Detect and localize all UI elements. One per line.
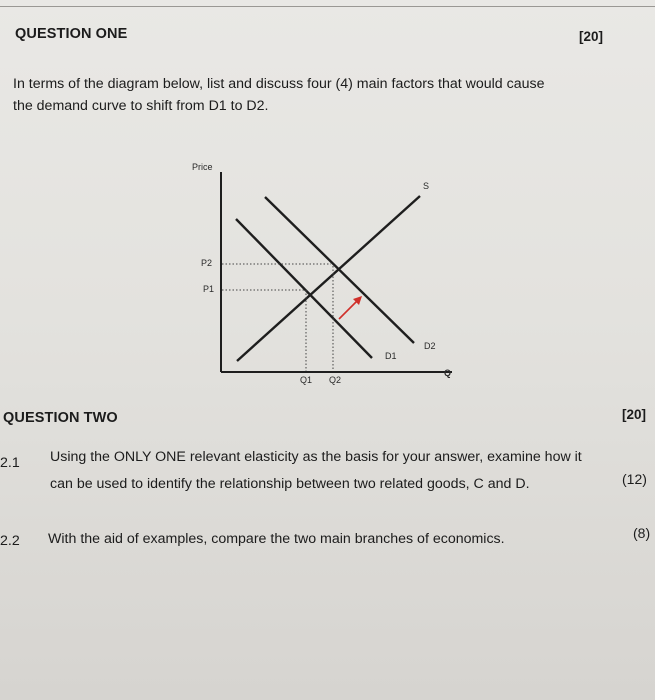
- question-two-marks: [20]: [622, 407, 647, 422]
- item-2-2-number: 2.2: [0, 533, 20, 549]
- question-one-title: QUESTION ONE: [15, 26, 128, 42]
- question-one-prompt-line1: In terms of the diagram below, list and discuss four (4) main factors that would cause: [13, 76, 545, 92]
- price-label-p2: P2: [201, 258, 213, 268]
- x-axis-label: Q: [444, 368, 452, 378]
- quantity-label-q1: Q1: [300, 375, 313, 385]
- supply-label: S: [423, 181, 430, 191]
- item-2-1-marks: (12): [622, 471, 647, 487]
- quantity-label-q2: Q2: [329, 375, 342, 385]
- price-label-p1: P1: [203, 284, 215, 294]
- supply-curve: [237, 196, 420, 361]
- question-one-marks: [20]: [579, 29, 604, 44]
- question-one-prompt-line2: the demand curve to shift from D1 to D2.: [13, 98, 269, 114]
- demand2-label: D2: [424, 341, 436, 351]
- item-2-2-line1: With the aid of examples, compare the two main branches of economics.: [48, 531, 505, 547]
- item-2-2-marks: (8): [633, 525, 651, 541]
- question-two-title: QUESTION TWO: [3, 410, 118, 426]
- item-2-1-line2: can be used to identify the relationship between two related goods, C and D.: [50, 476, 530, 492]
- item-2-1-number: 2.1: [0, 455, 20, 471]
- demand1-label: D1: [385, 351, 397, 361]
- demand-curve-d1: [236, 219, 372, 358]
- y-axis-label: Price: [192, 162, 213, 172]
- item-2-1-line1: Using the ONLY ONE relevant elasticity as the basis for your answer, examine how it: [50, 449, 582, 465]
